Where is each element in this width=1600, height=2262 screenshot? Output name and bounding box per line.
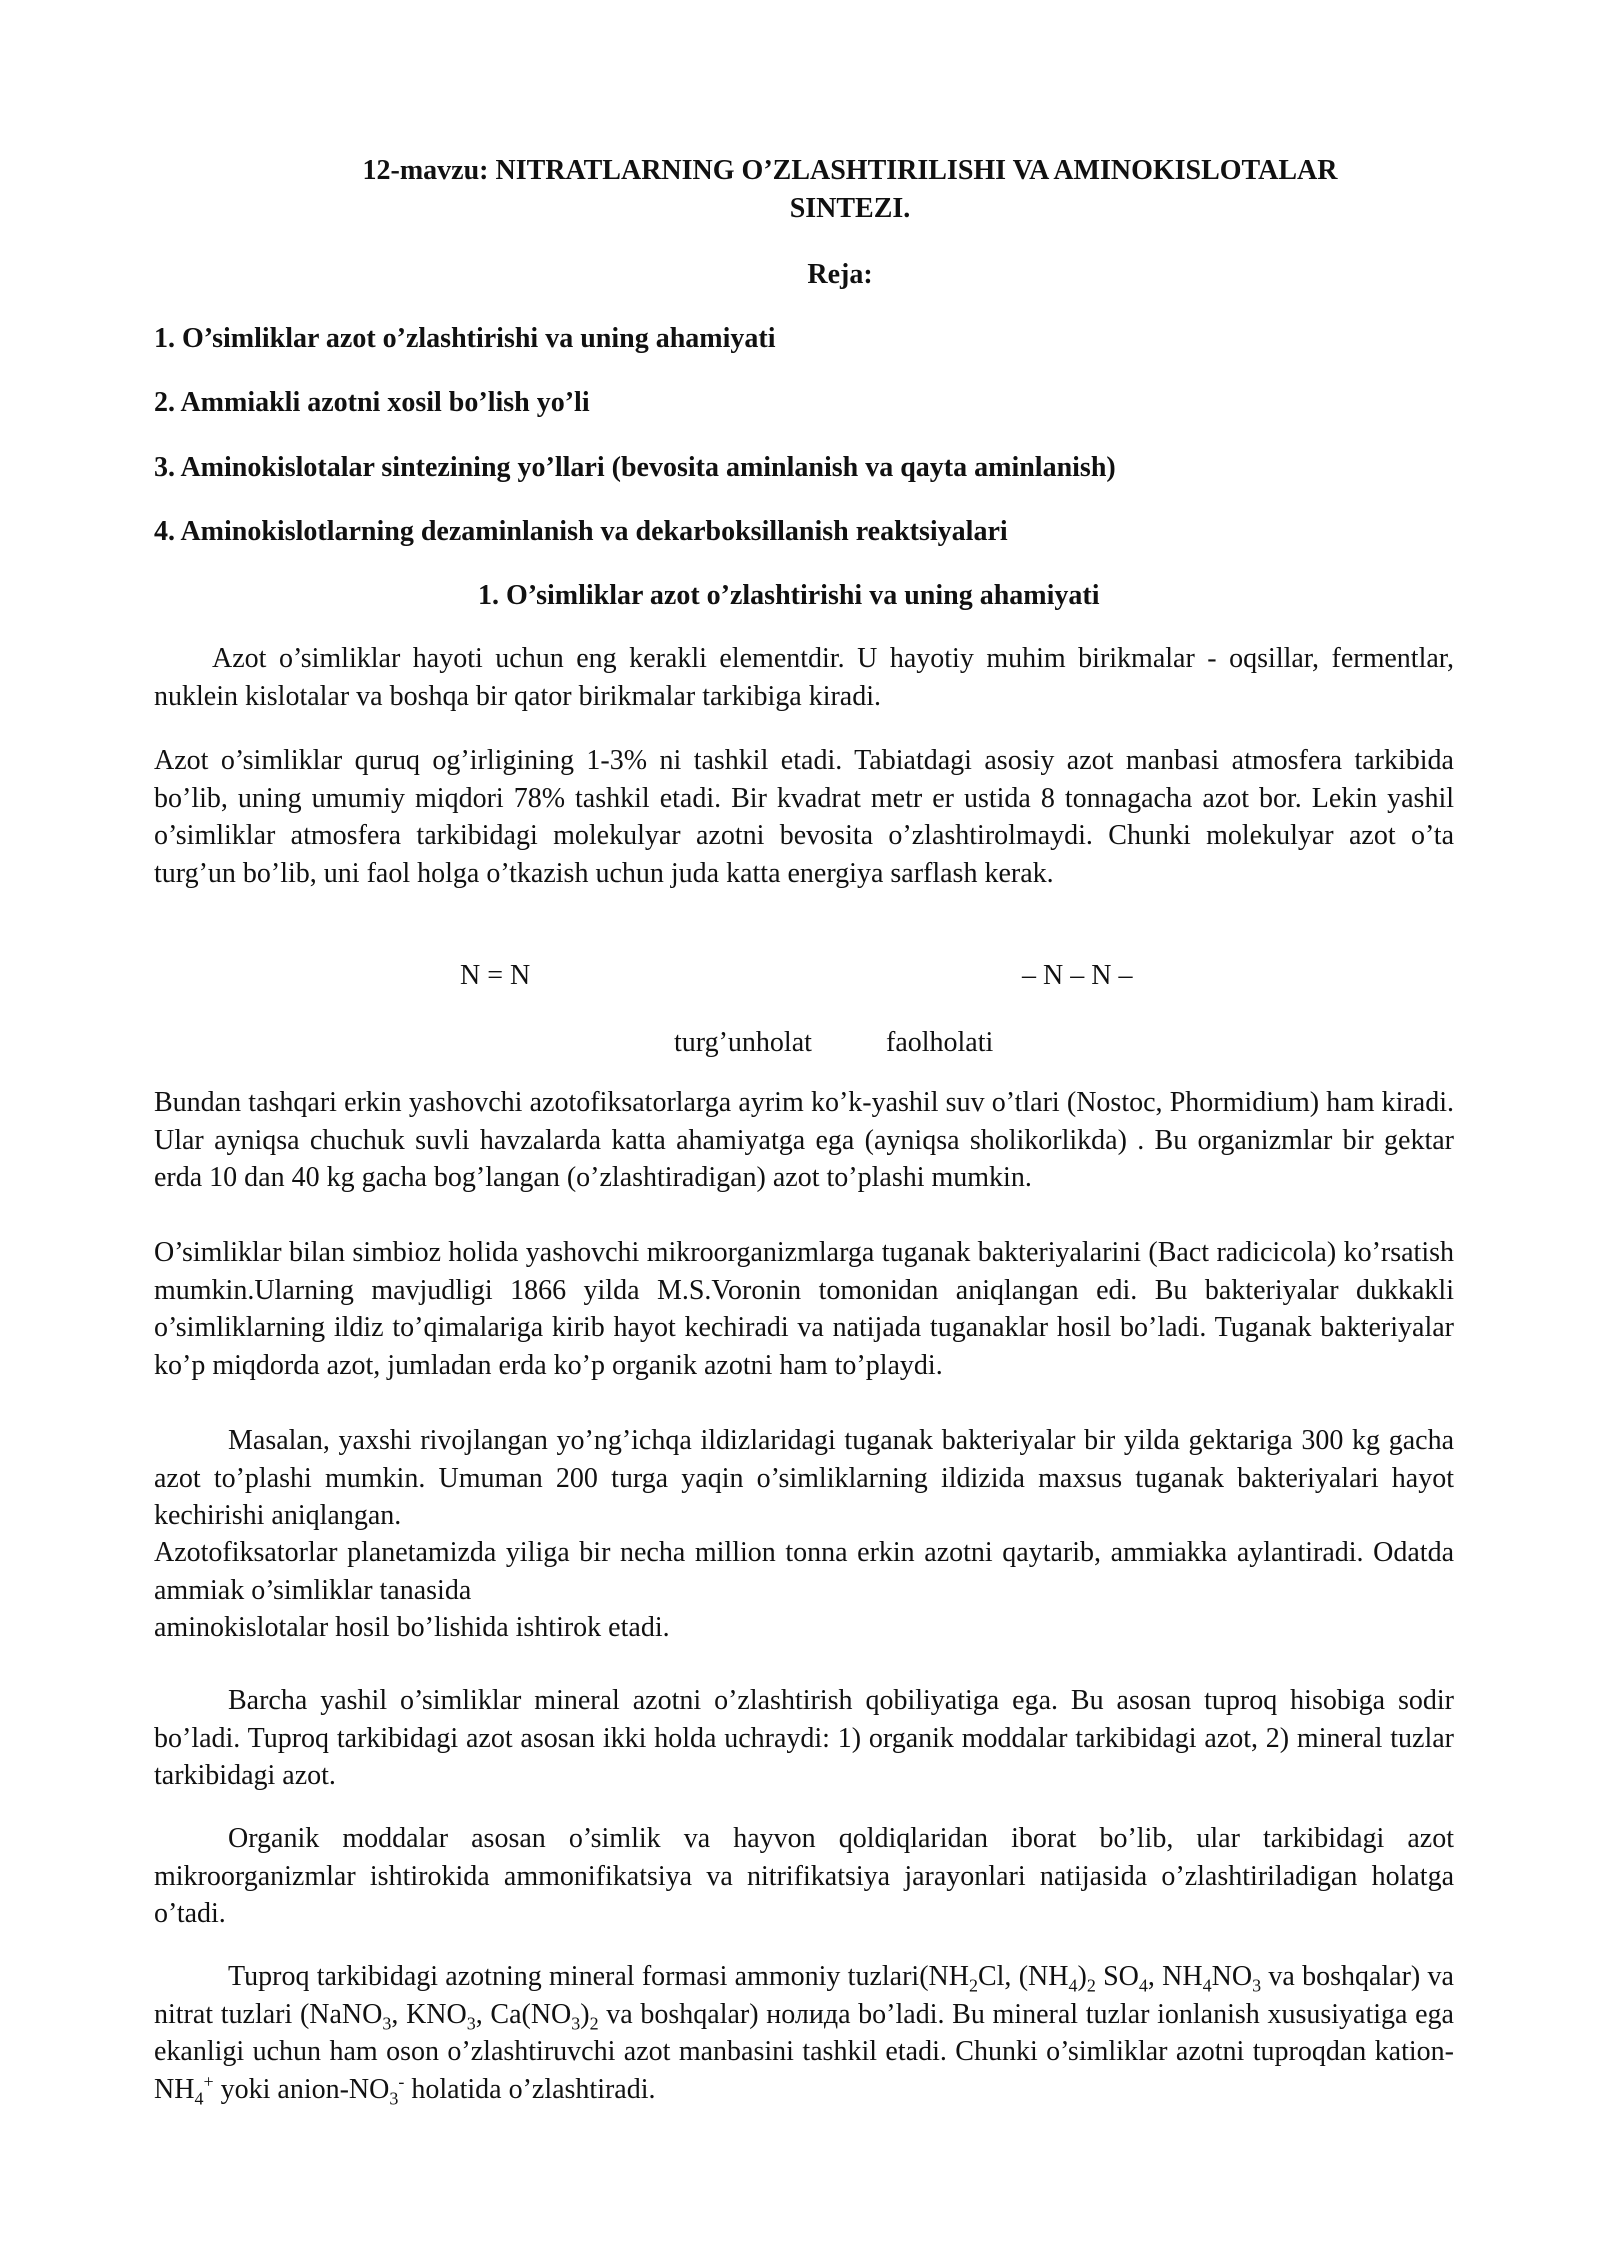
p9-text: SO xyxy=(1095,1961,1139,1992)
paragraph-7: Barcha yashil o’simliklar mineral azotni o’zlashtirish qobiliyatiga ega. Bu asosan tuproq hisobiga sodir bo’ladi. Tuproq tarkibidagi azot asosan ikki holda uchraydi: 1) organik moddalar tarkibidagi azot, 2) mineral tuzlar tarkibidagi azot. xyxy=(154,1685,1454,1791)
paragraph-6-continued: aminokislotalar hosil bo’lishida ishtirok etadi. xyxy=(154,1612,670,1643)
p9-superscript: + xyxy=(203,2071,214,2092)
p9-subscript: 4 xyxy=(194,2088,204,2109)
p9-text: NO xyxy=(1211,1961,1253,1992)
paragraph-1: Azot o’simliklar hayoti uchun eng kerakli elementdir. U hayotiy muhim birikmalar - oqsillar, fermentlar, nuklein kislotalar va boshqa bir qator birikmalar tarkibiga kiradi. xyxy=(154,643,1454,712)
p9-subscript: 3 xyxy=(571,2013,581,2034)
paragraph-8: Organik moddalar asosan o’simlik va hayvon qoldiqlaridan iborat bo’lib, ular tarkibidagi azot mikroorganizmlar ishtirokida ammonifikatsiya va nitrifikatsiya jarayonlari natijasida o’zlashtiriladigan holatga o’tadi. xyxy=(154,1823,1454,1929)
p9-subscript: 2 xyxy=(968,1975,978,1996)
title-line-2: SINTEZI. xyxy=(789,192,911,224)
paragraph-3: Bundan tashqari erkin yashovchi azotofiksatorlarga ayrim ko’k-yashil suv o’tlari (Nostoc, Phormidium) ham kiradi. Ular ayniqsa chuchuk suvli havzalarda katta ahamiyatga ega (ayniqsa sholikorlikda) . Bu organizmlar bir gektar erda 10 dan 40 kg gacha bog’langan (o’zlashtiradigan) azot to’plashi mumkin. xyxy=(154,1087,1454,1193)
paragraph-5: Masalan, yaxshi rivojlangan yo’ng’ichqa ildizlaridagi tuganak bakteriyalar bir yilda gektariga 300 kg gacha azot to’plashi mumkin. Umuman 200 turga yaqin o’simliklarning ildizida maxsus tuganak bakteriyalari hayot kechirishi aniqlangan. xyxy=(154,1425,1454,1531)
p9-subscript: 4 xyxy=(1202,1975,1212,1996)
p9-text: , KNO xyxy=(391,1998,467,2030)
p9-text: Cl, (NH xyxy=(977,1961,1069,1992)
p9-text: , Ca(NO xyxy=(475,1998,572,2030)
p9-text: holatida o’zlashtiradi. xyxy=(404,2073,656,2105)
formula-active: – N – N – xyxy=(1022,960,1133,991)
formula-label-active: faolholati xyxy=(886,1027,994,1058)
p9-text: va boshqalar) нолида bo’ladi. Bu mineral tuzlar ionlanish xususiyatiga ega ekanligi uchun ham oson o’zlashtiruvchi azot manbasini tashkil etadi. Chunki o’simliklar azotni tuproqdan kation-NH xyxy=(154,1998,1454,2105)
formula-stable: N = N xyxy=(460,960,531,991)
plan-heading: Reja: xyxy=(807,259,873,290)
p9-text: va boshqalar) va nitrat tuzlari (NaNO xyxy=(154,1961,1454,2030)
section-heading: 1. O’simliklar azot o’zlashtirishi va uning ahamiyati xyxy=(478,580,1100,611)
paragraph-6: Azotofiksatorlar planetamizda yiligа bir necha million tonna erkin azotni qaytarib, ammiakka aylantiradi. Odatda ammiak o’simliklar tanasida xyxy=(154,1537,1454,1606)
p9-text: yoki anion-NO xyxy=(213,2073,390,2105)
plan-item-2: 2. Ammiakli azotni xosil bo’lish yo’li xyxy=(154,387,590,418)
p9-text: , NH xyxy=(1147,1961,1203,1992)
p9-superscript: - xyxy=(398,2071,405,2092)
p9-subscript: 2 xyxy=(589,2013,599,2034)
document-title xyxy=(210,152,1490,227)
p9-text: ) xyxy=(1077,1961,1087,1992)
p9-subscript: 3 xyxy=(382,2013,392,2034)
paragraph-4: O’simliklar bilan simbioz holida yashovchi mikroorganizmlarga tuganak bakteriyalarini (Bact radicicola) ko’rsatish mumkin.Ularning mavjudligi 1866 yilda M.S.Voronin tomonidan aniqlangan edi. Bu bakteriyalar dukkakli o’simliklarning ildiz to’qimalariga kirib hayot kechiradi va natijada tuganaklar hosil bo’ladi. Tuganak bakteriyalar ko’p miqdorda azot, jumladan erda ko’p organik azotni ham to’playdi. xyxy=(154,1237,1454,1381)
p9-text: Tuproq tarkibidagi azotning mineral formasi ammoniy tuzlari(NH xyxy=(228,1961,969,1992)
p9-subscript: 2 xyxy=(1086,1975,1096,1996)
p9-subscript: 3 xyxy=(1252,1975,1262,1996)
plan-item-1: 1. O’simliklar azot o’zlashtirishi va uning ahamiyati xyxy=(154,323,776,354)
plan-item-4: 4. Aminokislotlarning dezaminlanish va dekarboksillanish reaktsiyalari xyxy=(154,516,1008,547)
p9-text: ) xyxy=(580,1998,590,2030)
p9-subscript: 3 xyxy=(466,2013,476,2034)
paragraph-9 xyxy=(154,1958,1454,2108)
paragraph-2: Azot o’simliklar quruq og’irligining 1-3% ni tashkil etadi. Tabiatdagi asosiy azot manbasi atmosfera tarkibida bo’lib, uning umumiy miqdori 78% tashkil etadi. Bir kvadrat metr er ustida 8 tonnagacha azot bor. Lekin yashil o’simliklar atmosfera tarkibidagi molekulyar azotni bevosita o’zlashtirolmaydi. Chunki molekulyar azot o’ta turg’un bo’lib, uni faol holga o’tkazish uchun juda katta energiya sarflash kerak. xyxy=(154,745,1454,889)
p9-subscript: 4 xyxy=(1068,1975,1078,1996)
p9-subscript: 4 xyxy=(1138,1975,1148,1996)
title-line-1: 12-mavzu: NITRATLARNING O’ZLASHTIRILISHI VA AMINOKISLOTALAR xyxy=(362,155,1338,186)
p9-subscript: 3 xyxy=(389,2088,399,2109)
plan-item-3: 3. Aminokislotalar sintezining yo’llari (bevosita aminlanish va qayta aminlanish) xyxy=(154,452,1116,483)
formula-label-stable: turg’unholat xyxy=(674,1027,812,1058)
